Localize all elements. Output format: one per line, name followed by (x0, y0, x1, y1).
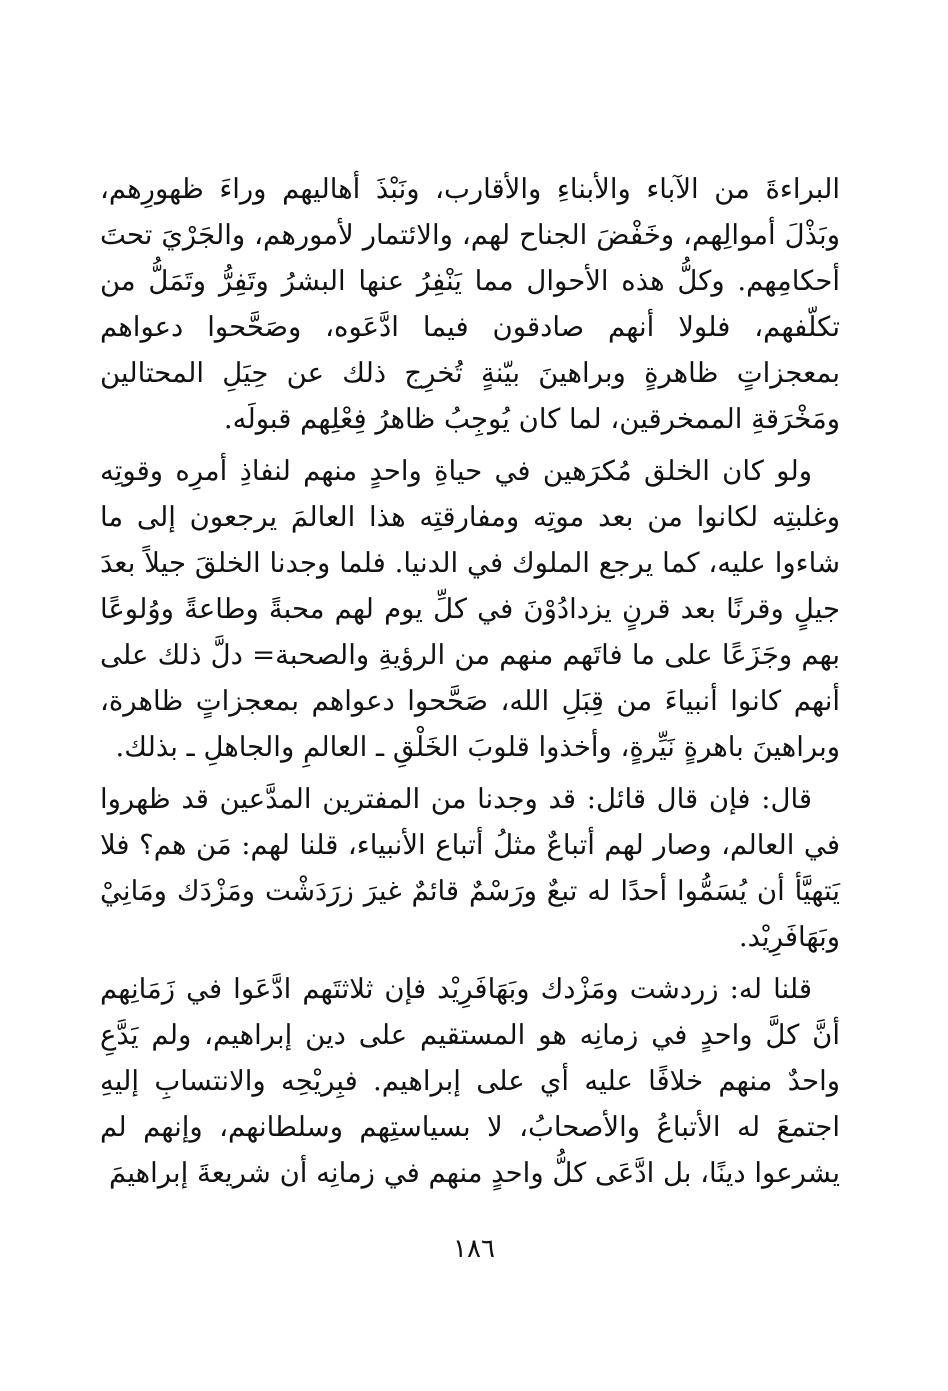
paragraph-2: ولو كان الخلق مُكرَهين في حياةِ واحدٍ منهم لنفاذِ أمرِه وقوتِه وغلبتِه لكانوا من بعد موتِه ومفارقتِه هذا العالمَ يرجعون إلى ما شاءوا عليه، كما يرجع الملوك في الدنيا. فلما وجدنا الخلقَ جيلاً بعدَ جيلٍ وقرنًا بعد قرنٍ يزدادُوْنَ في كلِّ يوم لهم محبةً وطاعةً ووُلوعًا بهم وجَزَعًا على ما فاتَهم منهم من الرؤيةِ والصحبة= دلَّ ذلك على أنهم كانوا أنبياءَ من قِبَلِ الله، صَحَّحوا دعواهم بمعجزاتٍ ظاهرة، وبراهينَ باهرةٍ نَيِّرةٍ، وأخذوا قلوبَ الخَلْقِ ـ العالمِ والجاهلِ ـ بذلك. (100, 455, 840, 763)
paragraph-4: قلنا له: زردشت ومَزْدك وبَهَافَرِيْد فإن ثلاثتَهم ادَّعَوا في زَمَانِهم أنَّ كلَّ واحدٍ في زمانِه هو المستقيم على دين إبراهيم، ولم يَدَّعِ واحدٌ منهم خلافًا عليه أي على إبراهيم. فبِريْحِه والانتسابِ إليهِ اجتمعَ له الأتباعُ والأصحابُ، لا بسياستِهم وسلطانهم، وإنهم لم يشرعوا دينًا، بل ادَّعَى كلُّ واحدٍ منهم في زمانِه أن شريعةَ إبراهيمَ (100, 973, 840, 1189)
page-body (100, 166, 840, 1202)
paragraph-3: قال: فإن قال قائل: قد وجدنا من المفترين المدَّعين قد ظهروا في العالم، وصار لهم أتباعٌ مثلُ أتباع الأنبياء، قلنا لهم: مَن هم؟ فلا يَتهيَّأ أن يُسَمُّوا أحدًا له تبعٌ ورَسْمٌ قائمٌ غيرَ زرَدَشْت ومَزْدَك ومَانِيْ وبَهَافَرِيْد. (100, 783, 840, 953)
paragraph-1: البراءةَ من الآباء والأبناءِ والأقارب، ونَبْذَ أهاليهم وراءَ ظهورِهم، وبَذْلَ أموالِهم، وخَفْضَ الجناح لهم، والائتمار لأمورهم، والجَرْيَ تحتَ أحكامِهم. وكلُّ هذه الأحوال مما يَنْفِرُ عنها البشرُ وتَفِرُّ وتَمَلُّ من تكلّفهم، فلولا أنهم صادقون فيما ادَّعَوه، وصَحَّحوا دعواهم بمعجزاتٍ ظاهرةٍ وبراهينَ بيّنةٍ تُخرِج ذلك عن حِيَلِ المحتالين ومَخْرَقةِ الممخرقين، لما كان يُوجِبُ ظاهرُ فِعْلِهم قبولَه. (100, 173, 840, 435)
page-number: ١٨٦ (453, 1234, 495, 1264)
